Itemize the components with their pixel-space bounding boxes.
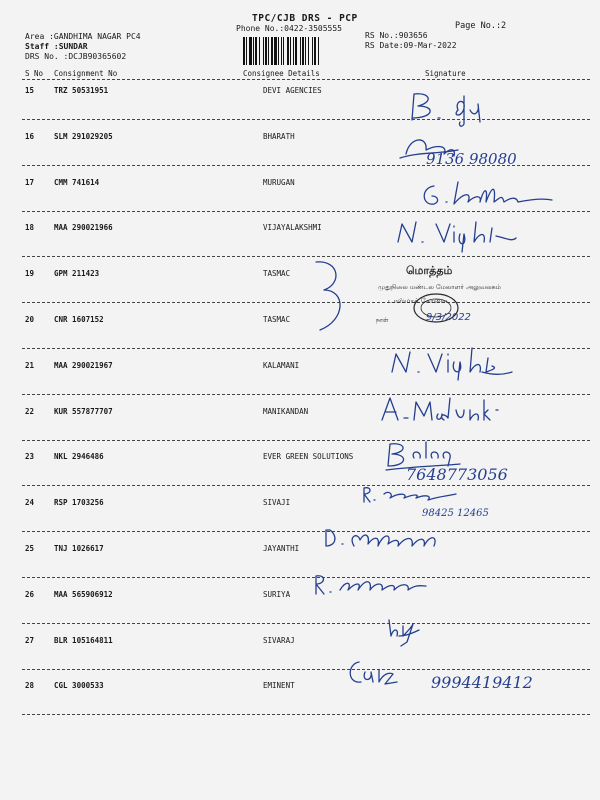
staff-label: Staff :SUNDAR [25, 42, 88, 51]
column-header-sno: S No [25, 69, 44, 78]
row-sno: 26 [25, 590, 35, 599]
row-consignee: MURUGAN [263, 178, 295, 187]
signature-25 [320, 526, 450, 554]
column-header-consignment: Consignment No [54, 69, 118, 78]
row-consignment-no: GPM 211423 [54, 269, 100, 278]
row-divider [22, 577, 590, 578]
row-consignment-no: MAA 290021966 [54, 223, 113, 232]
row-consignment-no: MAA 290021967 [54, 361, 113, 370]
signature-15 [400, 88, 510, 130]
signature-23 [380, 436, 600, 482]
row-sno: 28 [25, 681, 35, 690]
row-sno: 17 [25, 178, 35, 187]
row-consignee: JAYANTHI [263, 544, 300, 553]
row-divider [22, 531, 590, 532]
row-sno: 21 [25, 361, 35, 370]
tasmac-stamp: மொத்தம் முதுநிலை மண்டல மேலாளர் அலுவலகம் டாஸ்மாக் கோவை 9/3/2022 நாள் [376, 262, 490, 332]
row-consignment-no: SLM 291029205 [54, 132, 113, 141]
row-consignment-no: BLR 105164811 [54, 636, 113, 645]
signature-22 [378, 394, 518, 428]
row-sno: 25 [25, 544, 35, 553]
signature-23-phone: 7648773056 [406, 465, 508, 484]
signature-19-20 [312, 256, 352, 338]
column-header-consignee: Consignee Details [243, 69, 320, 78]
row-consignment-no: RSP 1703256 [54, 498, 104, 507]
signature-18 [392, 216, 522, 252]
signature-28-phone: 9994419412 [431, 673, 533, 692]
signature-16-phone: 9136 98080 [426, 150, 517, 168]
row-consignee: SIVARAJ [263, 636, 295, 645]
phone-number: Phone No.:0422-3505555 [236, 24, 342, 33]
row-consignee: EMINENT [263, 681, 295, 690]
page-number: Page No.:2 [455, 21, 507, 31]
row-consignment-no: MAA 565906912 [54, 590, 113, 599]
row-consignee: EVER GREEN SOLUTIONS [263, 452, 354, 461]
row-consignment-no: CGL 3000533 [54, 681, 104, 690]
row-consignee: DEVI AGENCIES [263, 86, 322, 95]
signature-24-phone: 98425 12465 [422, 508, 489, 519]
row-sno: 15 [25, 86, 35, 95]
row-consignee: KALAMANI [263, 361, 300, 370]
row-sno: 27 [25, 636, 35, 645]
document-title: TPC/CJB DRS - PCP [252, 13, 358, 24]
rs-date: RS Date:09-Mar-2022 [365, 41, 457, 50]
row-consignment-no: NKL 2946486 [54, 452, 104, 461]
row-sno: 20 [25, 315, 35, 324]
row-sno: 18 [25, 223, 35, 232]
barcode [243, 37, 361, 65]
signature-27 [385, 618, 425, 648]
row-sno: 23 [25, 452, 35, 461]
signature-28 [345, 654, 560, 696]
row-consignee: SURIYA [263, 590, 291, 599]
row-consignee: VIJAYALAKSHMI [263, 223, 322, 232]
row-divider [22, 256, 590, 257]
row-divider [22, 714, 590, 715]
stamp-line-1: மொத்தம் [406, 264, 453, 277]
area-label: Area :GANDHIMA NAGAR PC4 [25, 32, 141, 41]
header-divider [22, 79, 590, 80]
column-header-signature: Signature [425, 69, 466, 78]
stamp-line-3: டாஸ்மாக் கோவை [388, 297, 448, 305]
row-consignment-no: TRZ 50531951 [54, 86, 109, 95]
row-divider [22, 302, 590, 303]
signature-16 [398, 132, 538, 174]
stamp-date: 9/3/2022 [426, 312, 471, 323]
row-consignee: TASMAC [263, 315, 291, 324]
signature-17 [418, 178, 558, 212]
row-divider [22, 623, 590, 624]
signature-21 [388, 342, 528, 378]
row-sno: 16 [25, 132, 35, 141]
row-sno: 19 [25, 269, 35, 278]
rs-number: RS No.:903656 [365, 31, 428, 40]
stamp-line-2: முதுநிலை மண்டல மேலாளர் அலுவலகம் [378, 283, 501, 291]
row-consignee: TASMAC [263, 269, 291, 278]
row-consignment-no: KUR 557877707 [54, 407, 113, 416]
row-consignment-no: CMM 741614 [54, 178, 100, 187]
row-sno: 22 [25, 407, 35, 416]
signature-24 [360, 484, 530, 526]
row-consignee: BHARATH [263, 132, 295, 141]
drs-number: DRS No. :DCJB90365602 [25, 52, 127, 61]
row-consignment-no: CNR 1607152 [54, 315, 104, 324]
row-consignment-no: TNJ 1026617 [54, 544, 104, 553]
row-sno: 24 [25, 498, 35, 507]
row-consignee: MANIKANDAN [263, 407, 309, 416]
signature-26 [312, 572, 462, 600]
row-consignee: SIVAJI [263, 498, 291, 507]
